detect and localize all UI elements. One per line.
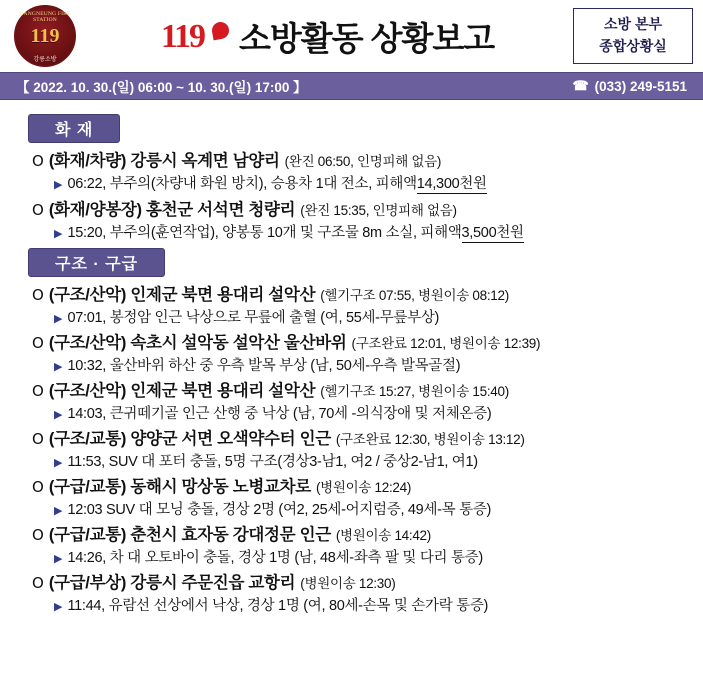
list-item <box>10 520 693 545</box>
bullet-circle-icon: O <box>32 478 44 496</box>
contact-phone <box>572 78 687 94</box>
emblem-number: 119 <box>30 25 60 47</box>
incident-status: (완진 06:50, 인명피해 없음) <box>284 154 442 169</box>
incident-title: (구조/산악) 인제군 북면 용대리 설악산 <box>48 382 316 400</box>
bullet-triangle-icon: ▶ <box>54 312 63 325</box>
incident-title: (구조/산악) 속초시 설악동 설악산 울산바위 <box>48 334 347 352</box>
bullet-triangle-icon: ▶ <box>54 600 63 613</box>
incident-title: (구급/교통) 동해시 망상동 노병교차로 <box>48 478 311 496</box>
list-item-detail <box>10 305 693 328</box>
incident-title: (구조/교통) 양양군 서면 오색약수터 인근 <box>48 430 331 448</box>
bullet-circle-icon: O <box>32 286 44 304</box>
bullet-circle-icon: O <box>32 430 44 448</box>
issuing-office-line1: 소방 본부 <box>604 16 662 33</box>
incident-title: (구조/산악) 인제군 북면 용대리 설악산 <box>48 286 316 304</box>
bullet-triangle-icon: ▶ <box>54 360 63 373</box>
list-item <box>10 568 693 593</box>
list-item-detail <box>10 171 693 195</box>
incident-title: (화재/차량) 강릉시 옥계면 남양리 <box>48 152 280 170</box>
list-item <box>10 424 693 449</box>
incident-damage-amount: 3,500천원 <box>462 221 524 243</box>
list-item <box>10 146 693 171</box>
bullet-triangle-icon: ▶ <box>54 552 63 565</box>
list-item <box>10 376 693 401</box>
section-title-rescue: 구조 · 구급 <box>28 248 165 277</box>
incident-status: (완진 15:35, 인명피해 없음) <box>300 203 457 218</box>
logo-119: 119 <box>160 18 204 55</box>
flame-drop-icon <box>211 20 231 40</box>
bullet-triangle-icon: ▶ <box>54 456 63 469</box>
issuing-office-line2: 종합상황실 <box>599 38 667 54</box>
list-item-detail <box>10 220 693 244</box>
bullet-triangle-icon: ▶ <box>54 504 63 517</box>
fire-station-emblem <box>8 0 82 72</box>
list-item-detail <box>10 545 693 568</box>
issuing-office-box <box>573 8 693 64</box>
period-bar <box>0 72 703 100</box>
incident-status: (헬기구조 15:27, 병원이송 15:40) <box>320 384 509 399</box>
bullet-circle-icon: O <box>32 201 44 219</box>
bullet-circle-icon: O <box>32 152 44 170</box>
list-item-detail <box>10 353 693 376</box>
phone-icon: ☎ <box>572 78 589 93</box>
incident-status: (병원이송 14:42) <box>335 528 431 543</box>
incident-status: (구조완료 12:30, 병원이송 13:12) <box>335 432 525 447</box>
incident-detail: 11:53, SUV 대 포터 충돌, 5명 구조(경상3-남1, 여2 / 중상2-남1, 여1) <box>67 454 478 470</box>
bullet-circle-icon: O <box>32 574 44 592</box>
emblem-bottom-text: 강릉소방 <box>33 57 57 63</box>
list-item <box>10 328 693 353</box>
bullet-triangle-icon: ▶ <box>54 408 63 421</box>
incident-status: (병원이송 12:24) <box>315 480 412 495</box>
list-item-detail <box>10 593 693 616</box>
section-fire-entries <box>10 146 693 244</box>
incident-detail: 11:44, 유람선 선상에서 낙상, 경상 1명 (여, 80세-손목 및 손가락 통증) <box>67 598 489 614</box>
incident-status: (헬기구조 07:55, 병원이송 08:12) <box>320 288 509 303</box>
report-header <box>0 0 703 72</box>
incident-status: (병원이송 12:30) <box>300 576 396 591</box>
title-area <box>82 0 573 72</box>
incident-damage-amount: 14,300천원 <box>417 172 487 194</box>
incident-detail: 07:01, 봉정암 인근 낙상으로 무릎에 출혈 (여, 55세-무릎부상) <box>67 310 440 326</box>
incident-detail: 14:03, 큰귀떼기골 인근 산행 중 낙상 (남, 70세 -의식장애 및 저체온증) <box>67 406 492 422</box>
list-item-detail <box>10 449 693 472</box>
page-title: 소방활동 상황보고 <box>238 19 495 57</box>
list-item <box>10 195 693 220</box>
incident-detail: 06:22, 부주의(차량내 화원 방치), 승용차 1대 전소, 피해액 <box>67 176 417 192</box>
incident-status: (구조완료 12:01, 병원이송 12:39) <box>351 336 541 351</box>
list-item-detail <box>10 401 693 424</box>
list-item <box>10 280 693 305</box>
report-content <box>0 100 703 616</box>
incident-detail: 10:32, 울산바위 하산 중 우측 발목 부상 (남, 50세-우측 발목골절) <box>67 358 461 374</box>
section-rescue-entries <box>10 280 693 616</box>
bullet-circle-icon: O <box>32 382 44 400</box>
list-item-detail <box>10 497 693 520</box>
incident-detail: 12:03 SUV 대 모닝 충돌, 경상 2명 (여2, 25세-어지럼증, 49세-목 통증) <box>67 502 492 518</box>
incident-title: (화재/양봉장) 홍천군 서석면 청량리 <box>48 201 296 219</box>
phone-number: (033) 249-5151 <box>594 78 687 94</box>
bullet-circle-icon: O <box>32 334 44 352</box>
emblem-top-text: GANGNEUNG FIRE STATION <box>19 11 71 23</box>
list-item <box>10 472 693 497</box>
emblem-circle <box>14 5 76 67</box>
section-title-fire: 화 재 <box>28 114 120 143</box>
incident-title: (구급/교통) 춘천시 효자동 강대정문 인근 <box>48 526 331 544</box>
bullet-circle-icon: O <box>32 526 44 544</box>
report-period: 【 2022. 10. 30.(일) 06:00 ~ 10. 30.(일) 17:00 】 <box>16 80 307 95</box>
incident-detail: 14:26, 차 대 오토바이 충돌, 경상 1명 (남, 48세-좌측 팔 및 다리 통증) <box>67 550 483 566</box>
incident-title: (구급/부상) 강릉시 주문진읍 교항리 <box>48 574 296 592</box>
incident-detail: 15:20, 부주의(훈연작업), 양봉통 10개 및 구조물 8m 소실, 피해액 <box>67 225 462 241</box>
bullet-triangle-icon: ▶ <box>54 178 63 191</box>
bullet-triangle-icon: ▶ <box>54 227 63 240</box>
